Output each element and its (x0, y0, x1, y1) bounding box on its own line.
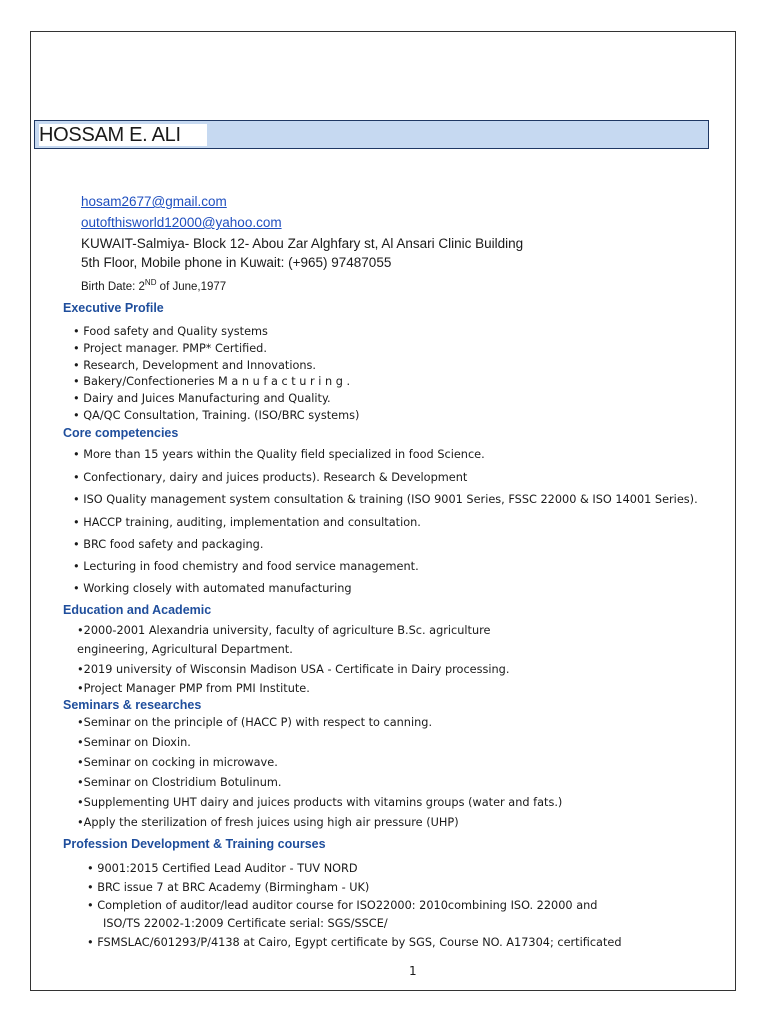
document-page (30, 31, 736, 991)
core-competencies-heading: Core competencies (63, 426, 179, 440)
executive-item: • Dairy and Juices Manufacturing and Quality. (73, 392, 331, 405)
seminars-heading: Seminars & researches (63, 698, 202, 712)
executive-item: • Bakery/Confectioneries M a n u f a c t u r i n g . (73, 375, 351, 388)
page-number: 1 (409, 964, 417, 978)
core-item: • ISO Quality management system consultation & training (ISO 9001 Series, FSSC 22000 & ISO 14001 Series). (73, 493, 698, 506)
education-item: •2019 university of Wisconsin Madison USA - Certificate in Dairy processing. (77, 663, 510, 676)
profession-item: • 9001:2015 Certified Lead Auditor - TUV NORD (87, 862, 358, 875)
candidate-name: HOSSAM E. ALI (39, 124, 207, 146)
executive-profile-heading: Executive Profile (63, 301, 164, 315)
education-item: engineering, Agricultural Department. (77, 643, 293, 656)
core-item: • Confectionary, dairy and juices products). Research & Development (73, 471, 468, 484)
seminar-item: •Seminar on cocking in microwave. (77, 756, 278, 769)
executive-item: • Research, Development and Innovations. (73, 359, 317, 372)
email-link-1[interactable]: hosam2677@gmail.com (81, 194, 227, 209)
executive-item: • Project manager. PMP* Certified. (73, 342, 267, 355)
address-line-2: 5th Floor, Mobile phone in Kuwait: (+965) 97487055 (81, 255, 392, 270)
seminar-item: •Seminar on Clostridium Botulinum. (77, 776, 282, 789)
name-banner (34, 120, 709, 149)
executive-item: • QA/QC Consultation, Training. (ISO/BRC systems) (73, 409, 360, 422)
executive-item: • Food safety and Quality systems (73, 325, 268, 338)
seminar-item: •Seminar on Dioxin. (77, 736, 191, 749)
seminar-item: •Apply the sterilization of fresh juices using high air pressure (UHP) (77, 816, 459, 829)
birth-date-suffix: of June,1977 (156, 280, 227, 293)
core-item: • BRC food safety and packaging. (73, 538, 264, 551)
address-line-1: KUWAIT-Salmiya- Block 12- Abou Zar Alghfary st, Al Ansari Clinic Building (81, 236, 524, 251)
core-item: • HACCP training, auditing, implementation and consultation. (73, 516, 421, 529)
profession-heading: Profession Development & Training courses (63, 837, 326, 851)
profession-item: • FSMSLAC/601293/P/4138 at Cairo, Egypt certificate by SGS, Course NO. A17304; certificated (87, 936, 622, 949)
birth-date-prefix: Birth Date: 2 (81, 280, 145, 293)
core-item: • Lecturing in food chemistry and food service management. (73, 560, 419, 573)
seminar-item: •Seminar on the principle of (HACC P) with respect to canning. (77, 716, 433, 729)
birth-date-sup: ND (144, 278, 157, 287)
education-item: •Project Manager PMP from PMI Institute. (77, 682, 310, 695)
email-link-2[interactable]: outofthisworld12000@yahoo.com (81, 215, 282, 230)
profession-item: • BRC issue 7 at BRC Academy (Birmingham - UK) (87, 881, 370, 894)
education-item: •2000-2001 Alexandria university, faculty of agriculture B.Sc. agriculture (77, 624, 491, 637)
education-heading: Education and Academic (63, 603, 212, 617)
core-item: • Working closely with automated manufacturing (73, 582, 352, 595)
seminar-item: •Supplementing UHT dairy and juices products with vitamins groups (water and fats.) (77, 796, 563, 809)
core-item: • More than 15 years within the Quality field specialized in food Science. (73, 448, 485, 461)
birth-date (81, 274, 226, 296)
profession-item: ISO/TS 22002-1:2009 Certificate serial: SGS/SSCE/ (103, 917, 388, 930)
profession-item: • Completion of auditor/lead auditor course for ISO22000: 2010combining ISO. 22000 and (87, 899, 598, 912)
